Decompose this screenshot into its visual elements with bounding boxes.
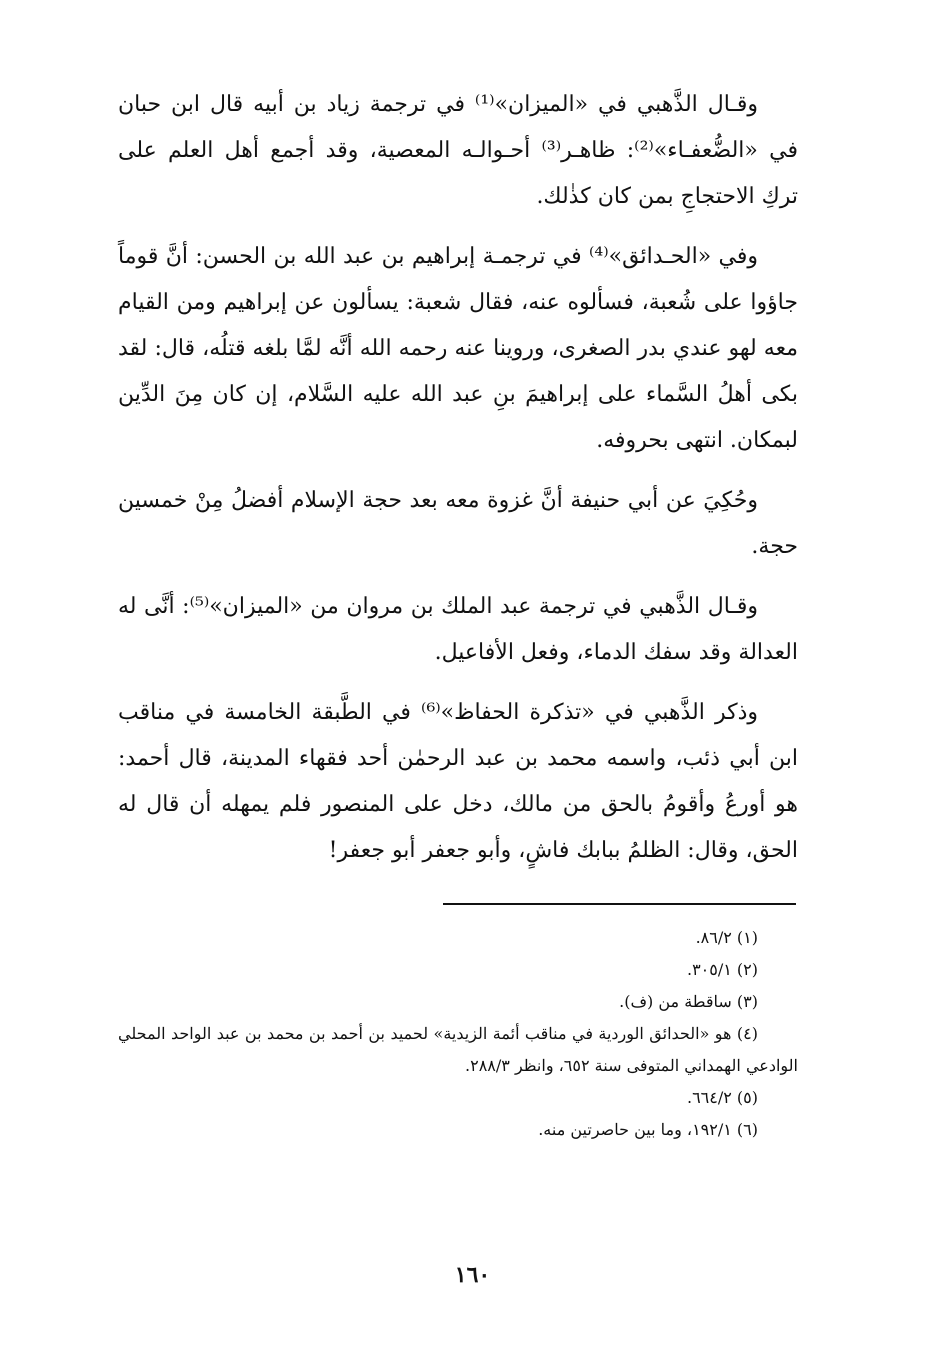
footnote-1: (١) ٨٦/٢. <box>695 928 758 947</box>
paragraph-2: وفي «الحـدائق»⁽⁴⁾ في ترجمـة إبراهيم بن عبد الله بن الحسن: أنَّ قوماً جاؤوا على شُعبة، فسألوه عنه، فقال شعبة: يسألون عن إبراهيم ومن القيام معه لهو عندي بدر الصغرى، وروينا عنه رحمه الله أنَّه لمَّا بلغه قتلُه، قال: لقد بكى أهلُ السَّماء على إبراهيمَ بنِ عبد الله عليه السَّلام، إن كان مِنَ الدِّين لبمكان. انتهى بحروفه. <box>118 244 798 453</box>
paragraph-3: وحُكِيَ عن أبي حنيفة أنَّ غزوة معه بعد حجة الإسلام أفضلُ مِنْ خمسين حجة. <box>118 488 798 559</box>
footnote-4: (٤) هو «الحدائق الوردية في مناقب أئمة الزيدية» لحميد بن أحمد بن محمد بن عبد الواحد المحلي الوادعي الهمداني المتوفى سنة ٦٥٢، وانظر ٢٨٨/٣. <box>118 1024 798 1075</box>
main-text <box>118 82 798 888</box>
footnote-6: (٦) ١٩٢/١، وما بين حاصرتين منه. <box>538 1120 758 1139</box>
footnote-5: (٥) ٦٦٤/٢. <box>686 1088 758 1107</box>
footnotes <box>118 922 798 1146</box>
footnote-2: (٢) ٣٠٥/١. <box>686 960 758 979</box>
footnote-3: (٣) ساقطة من (ف). <box>619 992 758 1011</box>
paragraph-1: وقـال الذَّهبي في «الميزان»⁽¹⁾ في ترجمة زياد بن أبيه قال ابن حبان في «الضُّعفـاء»⁽²⁾: ظاهـر⁽³⁾ أحـوالـه المعصية، وقد أجمع أهل العلم على تركِ الاحتجاجِ بمن كان كذٰلك. <box>118 92 798 209</box>
paragraph-4: وقـال الذَّهبي في ترجمة عبد الملك بن مروان من «الميزان»⁽⁵⁾: أنَّى له العدالة وقد سفك الدماء، وفعل الأفاعيل. <box>118 594 798 665</box>
paragraph-5: وذكر الذَّهبي في «تذكرة الحفاظ»⁽⁶⁾ في الطَّبقة الخامسة في مناقب ابن أبي ذئب، واسمه محمد بن عبد الرحمٰن أحد فقهاء المدينة، قال أحمد: هو أورعُ وأقومُ بالحق من مالك، دخل على المنصور فلم يمهله أن قال له الحق، وقال: الظلمُ ببابك فاشٍ، وأبو جعفر أبو جعفر! <box>118 700 798 863</box>
footnote-separator <box>443 903 796 905</box>
page-number: ١٦٠ <box>454 1262 491 1288</box>
